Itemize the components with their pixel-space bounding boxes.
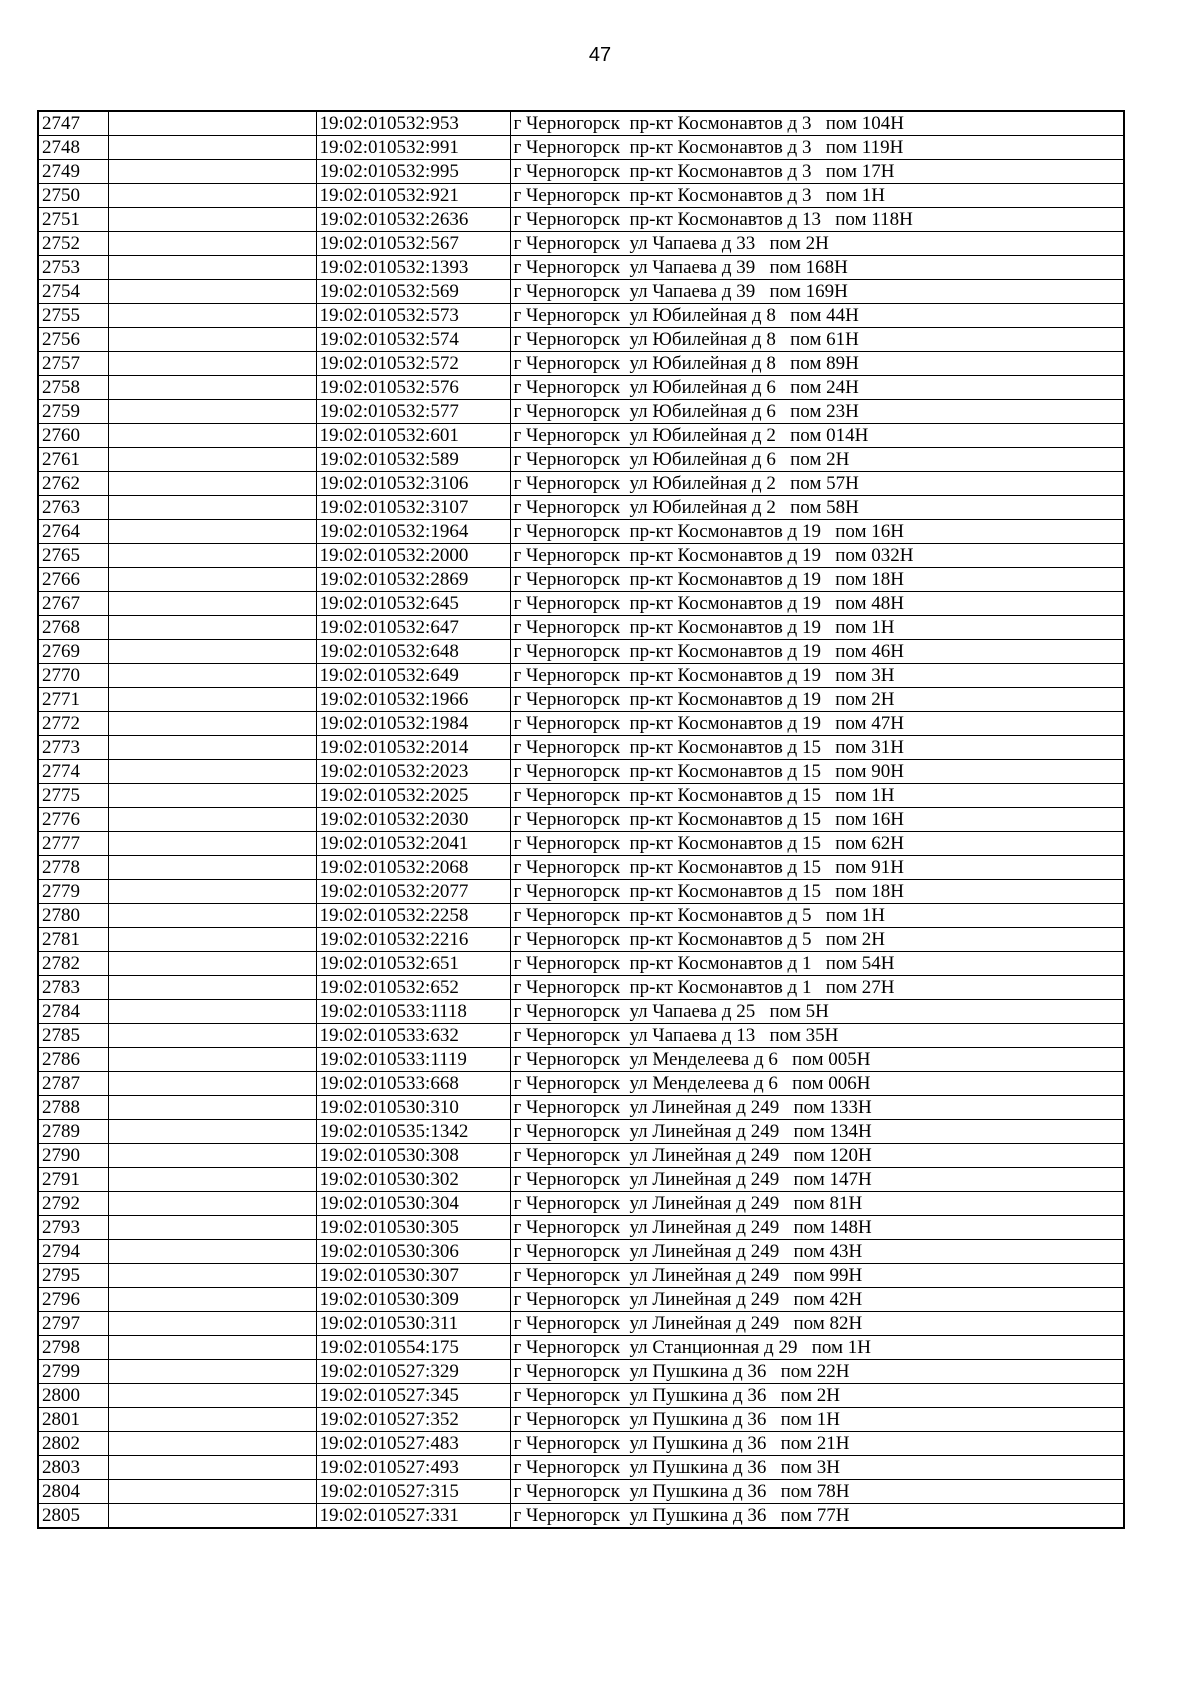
row-number-cell: 2784	[38, 1000, 108, 1024]
row-number-cell: 2771	[38, 688, 108, 712]
row-number-cell: 2770	[38, 664, 108, 688]
empty-cell	[108, 1408, 316, 1432]
row-number-cell: 2773	[38, 736, 108, 760]
table-row	[38, 1288, 1124, 1312]
address-cell: г Черногорск ул Чапаева д 13 пом 35Н	[510, 1024, 1124, 1048]
table-row	[38, 1144, 1124, 1168]
empty-cell	[108, 472, 316, 496]
cadastral-number-cell: 19:02:010532:1964	[316, 520, 510, 544]
empty-cell	[108, 640, 316, 664]
cadastral-number-cell: 19:02:010532:3106	[316, 472, 510, 496]
cadastral-number-cell: 19:02:010532:995	[316, 160, 510, 184]
row-number-cell: 2766	[38, 568, 108, 592]
row-number-cell: 2782	[38, 952, 108, 976]
address-cell: г Черногорск пр-кт Космонавтов д 1 пом 54Н	[510, 952, 1124, 976]
table-row	[38, 520, 1124, 544]
table-row	[38, 1024, 1124, 1048]
row-number-cell: 2750	[38, 184, 108, 208]
address-cell: г Черногорск ул Линейная д 249 пом 42Н	[510, 1288, 1124, 1312]
empty-cell	[108, 208, 316, 232]
row-number-cell: 2748	[38, 136, 108, 160]
empty-cell	[108, 1000, 316, 1024]
table-row	[38, 1048, 1124, 1072]
table-row	[38, 1456, 1124, 1480]
empty-cell	[108, 232, 316, 256]
table-row	[38, 1240, 1124, 1264]
empty-cell	[108, 1288, 316, 1312]
address-cell: г Черногорск пр-кт Космонавтов д 13 пом 118Н	[510, 208, 1124, 232]
table-row	[38, 448, 1124, 472]
table-row	[38, 784, 1124, 808]
address-cell: г Черногорск ул Пушкина д 36 пом 21Н	[510, 1432, 1124, 1456]
empty-cell	[108, 616, 316, 640]
row-number-cell: 2803	[38, 1456, 108, 1480]
address-cell: г Черногорск пр-кт Космонавтов д 15 пом 91Н	[510, 856, 1124, 880]
cadastral-number-cell: 19:02:010532:2636	[316, 208, 510, 232]
row-number-cell: 2796	[38, 1288, 108, 1312]
address-cell: г Черногорск пр-кт Космонавтов д 15 пом 16Н	[510, 808, 1124, 832]
address-cell: г Черногорск пр-кт Космонавтов д 19 пом 46Н	[510, 640, 1124, 664]
row-number-cell: 2794	[38, 1240, 108, 1264]
row-number-cell: 2764	[38, 520, 108, 544]
table-row	[38, 160, 1124, 184]
empty-cell	[108, 544, 316, 568]
empty-cell	[108, 448, 316, 472]
empty-cell	[108, 160, 316, 184]
empty-cell	[108, 1216, 316, 1240]
row-number-cell: 2761	[38, 448, 108, 472]
table-row	[38, 304, 1124, 328]
table-row	[38, 1408, 1124, 1432]
row-number-cell: 2772	[38, 712, 108, 736]
cadastral-number-cell: 19:02:010532:2258	[316, 904, 510, 928]
table-row	[38, 136, 1124, 160]
empty-cell	[108, 856, 316, 880]
address-cell: г Черногорск пр-кт Космонавтов д 15 пом 18Н	[510, 880, 1124, 904]
table-row	[38, 280, 1124, 304]
cadastral-number-cell: 19:02:010527:493	[316, 1456, 510, 1480]
address-cell: г Черногорск ул Юбилейная д 6 пом 24Н	[510, 376, 1124, 400]
empty-cell	[108, 1384, 316, 1408]
empty-cell	[108, 1432, 316, 1456]
address-cell: г Черногорск пр-кт Космонавтов д 1 пом 27Н	[510, 976, 1124, 1000]
table-row	[38, 856, 1124, 880]
address-cell: г Черногорск ул Пушкина д 36 пом 2Н	[510, 1384, 1124, 1408]
address-cell: г Черногорск пр-кт Космонавтов д 19 пом 48Н	[510, 592, 1124, 616]
table-row	[38, 976, 1124, 1000]
table-row	[38, 232, 1124, 256]
row-number-cell: 2778	[38, 856, 108, 880]
empty-cell	[108, 520, 316, 544]
table-row	[38, 808, 1124, 832]
table-row	[38, 1312, 1124, 1336]
table-row	[38, 256, 1124, 280]
empty-cell	[108, 256, 316, 280]
row-number-cell: 2754	[38, 280, 108, 304]
row-number-cell: 2799	[38, 1360, 108, 1384]
empty-cell	[108, 664, 316, 688]
table-row	[38, 664, 1124, 688]
table-row	[38, 1168, 1124, 1192]
cadastral-number-cell: 19:02:010532:921	[316, 184, 510, 208]
address-cell: г Черногорск пр-кт Космонавтов д 19 пом 16Н	[510, 520, 1124, 544]
empty-cell	[108, 736, 316, 760]
empty-cell	[108, 904, 316, 928]
cadastral-number-cell: 19:02:010533:1118	[316, 1000, 510, 1024]
empty-cell	[108, 496, 316, 520]
table-row	[38, 1096, 1124, 1120]
table-row	[38, 1000, 1124, 1024]
address-cell: г Черногорск пр-кт Космонавтов д 3 пом 17Н	[510, 160, 1124, 184]
empty-cell	[108, 1240, 316, 1264]
cadastral-number-cell: 19:02:010532:645	[316, 592, 510, 616]
address-cell: г Черногорск ул Юбилейная д 2 пом 57Н	[510, 472, 1124, 496]
row-number-cell: 2804	[38, 1480, 108, 1504]
table-row	[38, 400, 1124, 424]
cadastral-number-cell: 19:02:010532:589	[316, 448, 510, 472]
row-number-cell: 2747	[38, 111, 108, 136]
cadastral-number-cell: 19:02:010530:305	[316, 1216, 510, 1240]
address-cell: г Черногорск ул Линейная д 249 пом 148Н	[510, 1216, 1124, 1240]
row-number-cell: 2802	[38, 1432, 108, 1456]
cadastral-number-cell: 19:02:010530:308	[316, 1144, 510, 1168]
address-cell: г Черногорск пр-кт Космонавтов д 3 пом 119Н	[510, 136, 1124, 160]
cadastral-number-cell: 19:02:010527:483	[316, 1432, 510, 1456]
table-row	[38, 568, 1124, 592]
cadastral-number-cell: 19:02:010532:647	[316, 616, 510, 640]
row-number-cell: 2795	[38, 1264, 108, 1288]
cadastral-number-cell: 19:02:010532:2025	[316, 784, 510, 808]
row-number-cell: 2777	[38, 832, 108, 856]
cadastral-number-cell: 19:02:010532:573	[316, 304, 510, 328]
row-number-cell: 2752	[38, 232, 108, 256]
row-number-cell: 2789	[38, 1120, 108, 1144]
cadastral-number-cell: 19:02:010532:648	[316, 640, 510, 664]
cadastral-number-cell: 19:02:010532:1966	[316, 688, 510, 712]
empty-cell	[108, 400, 316, 424]
address-cell: г Черногорск ул Чапаева д 39 пом 169Н	[510, 280, 1124, 304]
table-row	[38, 1264, 1124, 1288]
table-row	[38, 424, 1124, 448]
address-cell: г Черногорск пр-кт Космонавтов д 19 пом 47Н	[510, 712, 1124, 736]
row-number-cell: 2753	[38, 256, 108, 280]
row-number-cell: 2774	[38, 760, 108, 784]
cadastral-number-cell: 19:02:010527:331	[316, 1504, 510, 1529]
empty-cell	[108, 1024, 316, 1048]
empty-cell	[108, 1480, 316, 1504]
row-number-cell: 2762	[38, 472, 108, 496]
address-cell: г Черногорск ул Линейная д 249 пом 81Н	[510, 1192, 1124, 1216]
cadastral-number-cell: 19:02:010530:306	[316, 1240, 510, 1264]
empty-cell	[108, 376, 316, 400]
cadastral-number-cell: 19:02:010533:632	[316, 1024, 510, 1048]
cadastral-number-cell: 19:02:010532:3107	[316, 496, 510, 520]
empty-cell	[108, 1096, 316, 1120]
address-cell: г Черногорск ул Станционная д 29 пом 1Н	[510, 1336, 1124, 1360]
row-number-cell: 2757	[38, 352, 108, 376]
address-cell: г Черногорск ул Пушкина д 36 пом 77Н	[510, 1504, 1124, 1529]
address-cell: г Черногорск пр-кт Космонавтов д 15 пом 62Н	[510, 832, 1124, 856]
empty-cell	[108, 1168, 316, 1192]
empty-cell	[108, 352, 316, 376]
row-number-cell: 2756	[38, 328, 108, 352]
table-row	[38, 1336, 1124, 1360]
address-cell: г Черногорск ул Линейная д 249 пом 120Н	[510, 1144, 1124, 1168]
row-number-cell: 2791	[38, 1168, 108, 1192]
row-number-cell: 2749	[38, 160, 108, 184]
cadastral-number-cell: 19:02:010532:1393	[316, 256, 510, 280]
address-cell: г Черногорск ул Линейная д 249 пом 147Н	[510, 1168, 1124, 1192]
address-cell: г Черногорск ул Чапаева д 33 пом 2Н	[510, 232, 1124, 256]
address-cell: г Черногорск пр-кт Космонавтов д 5 пом 2Н	[510, 928, 1124, 952]
cadastral-number-cell: 19:02:010527:329	[316, 1360, 510, 1384]
table-row	[38, 592, 1124, 616]
table-row	[38, 952, 1124, 976]
cadastral-number-cell: 19:02:010532:577	[316, 400, 510, 424]
cadastral-number-cell: 19:02:010532:567	[316, 232, 510, 256]
cadastral-number-cell: 19:02:010532:574	[316, 328, 510, 352]
empty-cell	[108, 688, 316, 712]
address-cell: г Черногорск ул Юбилейная д 8 пом 44Н	[510, 304, 1124, 328]
address-cell: г Черногорск ул Линейная д 249 пом 134Н	[510, 1120, 1124, 1144]
cadastral-number-cell: 19:02:010554:175	[316, 1336, 510, 1360]
cadastral-number-cell: 19:02:010533:668	[316, 1072, 510, 1096]
table-row	[38, 1072, 1124, 1096]
address-cell: г Черногорск пр-кт Космонавтов д 15 пом 31Н	[510, 736, 1124, 760]
empty-cell	[108, 328, 316, 352]
table-row	[38, 1480, 1124, 1504]
cadastral-number-cell: 19:02:010530:304	[316, 1192, 510, 1216]
empty-cell	[108, 568, 316, 592]
property-registry-table	[37, 110, 1125, 1529]
registry-body	[38, 111, 1124, 1528]
cadastral-number-cell: 19:02:010532:2041	[316, 832, 510, 856]
cadastral-number-cell: 19:02:010532:576	[316, 376, 510, 400]
empty-cell	[108, 1264, 316, 1288]
page-number: 47	[588, 44, 612, 66]
table-row	[38, 880, 1124, 904]
cadastral-number-cell: 19:02:010532:569	[316, 280, 510, 304]
table-row	[38, 496, 1124, 520]
address-cell: г Черногорск ул Юбилейная д 6 пом 2Н	[510, 448, 1124, 472]
table-row	[38, 328, 1124, 352]
cadastral-number-cell: 19:02:010527:315	[316, 1480, 510, 1504]
address-cell: г Черногорск пр-кт Космонавтов д 19 пом 3Н	[510, 664, 1124, 688]
cadastral-number-cell: 19:02:010532:649	[316, 664, 510, 688]
empty-cell	[108, 928, 316, 952]
row-number-cell: 2775	[38, 784, 108, 808]
empty-cell	[108, 1504, 316, 1529]
table-row	[38, 904, 1124, 928]
table-row	[38, 760, 1124, 784]
empty-cell	[108, 1192, 316, 1216]
row-number-cell: 2765	[38, 544, 108, 568]
address-cell: г Черногорск ул Менделеева д 6 пом 006Н	[510, 1072, 1124, 1096]
row-number-cell: 2792	[38, 1192, 108, 1216]
table-row	[38, 208, 1124, 232]
cadastral-number-cell: 19:02:010532:2014	[316, 736, 510, 760]
address-cell: г Черногорск пр-кт Космонавтов д 19 пом 032Н	[510, 544, 1124, 568]
empty-cell	[108, 1336, 316, 1360]
empty-cell	[108, 1144, 316, 1168]
row-number-cell: 2768	[38, 616, 108, 640]
cadastral-number-cell: 19:02:010532:991	[316, 136, 510, 160]
row-number-cell: 2801	[38, 1408, 108, 1432]
address-cell: г Черногорск пр-кт Космонавтов д 19 пом 18Н	[510, 568, 1124, 592]
address-cell: г Черногорск ул Юбилейная д 2 пом 014Н	[510, 424, 1124, 448]
cadastral-number-cell: 19:02:010532:601	[316, 424, 510, 448]
cadastral-number-cell: 19:02:010530:309	[316, 1288, 510, 1312]
empty-cell	[108, 424, 316, 448]
table-row	[38, 688, 1124, 712]
cadastral-number-cell: 19:02:010535:1342	[316, 1120, 510, 1144]
table-row	[38, 1504, 1124, 1529]
empty-cell	[108, 784, 316, 808]
address-cell: г Черногорск ул Пушкина д 36 пом 78Н	[510, 1480, 1124, 1504]
table-row	[38, 1192, 1124, 1216]
cadastral-number-cell: 19:02:010532:2000	[316, 544, 510, 568]
address-cell: г Черногорск ул Пушкина д 36 пом 3Н	[510, 1456, 1124, 1480]
empty-cell	[108, 808, 316, 832]
row-number-cell: 2767	[38, 592, 108, 616]
address-cell: г Черногорск пр-кт Космонавтов д 15 пом 1Н	[510, 784, 1124, 808]
address-cell: г Черногорск пр-кт Космонавтов д 19 пом 2Н	[510, 688, 1124, 712]
table-row	[38, 1432, 1124, 1456]
empty-cell	[108, 1360, 316, 1384]
cadastral-number-cell: 19:02:010532:953	[316, 111, 510, 136]
cadastral-number-cell: 19:02:010530:310	[316, 1096, 510, 1120]
row-number-cell: 2805	[38, 1504, 108, 1529]
address-cell: г Черногорск ул Юбилейная д 2 пом 58Н	[510, 496, 1124, 520]
empty-cell	[108, 1048, 316, 1072]
empty-cell	[108, 136, 316, 160]
empty-cell	[108, 712, 316, 736]
table-row	[38, 111, 1124, 136]
address-cell: г Черногорск ул Линейная д 249 пом 82Н	[510, 1312, 1124, 1336]
empty-cell	[108, 880, 316, 904]
address-cell: г Черногорск пр-кт Космонавтов д 3 пом 104Н	[510, 111, 1124, 136]
empty-cell	[108, 184, 316, 208]
row-number-cell: 2800	[38, 1384, 108, 1408]
cadastral-number-cell: 19:02:010530:311	[316, 1312, 510, 1336]
cadastral-number-cell: 19:02:010530:302	[316, 1168, 510, 1192]
row-number-cell: 2781	[38, 928, 108, 952]
empty-cell	[108, 280, 316, 304]
empty-cell	[108, 976, 316, 1000]
address-cell: г Черногорск пр-кт Космонавтов д 3 пом 1Н	[510, 184, 1124, 208]
empty-cell	[108, 1456, 316, 1480]
empty-cell	[108, 952, 316, 976]
table-row	[38, 616, 1124, 640]
table-row	[38, 352, 1124, 376]
address-cell: г Черногорск ул Линейная д 249 пом 43Н	[510, 1240, 1124, 1264]
table-row	[38, 640, 1124, 664]
table-row	[38, 928, 1124, 952]
address-cell: г Черногорск ул Юбилейная д 6 пом 23Н	[510, 400, 1124, 424]
row-number-cell: 2760	[38, 424, 108, 448]
row-number-cell: 2788	[38, 1096, 108, 1120]
empty-cell	[108, 832, 316, 856]
row-number-cell: 2755	[38, 304, 108, 328]
address-cell: г Черногорск ул Линейная д 249 пом 99Н	[510, 1264, 1124, 1288]
row-number-cell: 2790	[38, 1144, 108, 1168]
row-number-cell: 2759	[38, 400, 108, 424]
table-row	[38, 1384, 1124, 1408]
table-row	[38, 544, 1124, 568]
empty-cell	[108, 592, 316, 616]
table-row	[38, 1216, 1124, 1240]
row-number-cell: 2798	[38, 1336, 108, 1360]
row-number-cell: 2786	[38, 1048, 108, 1072]
row-number-cell: 2797	[38, 1312, 108, 1336]
table-row	[38, 712, 1124, 736]
row-number-cell: 2787	[38, 1072, 108, 1096]
cadastral-number-cell: 19:02:010532:651	[316, 952, 510, 976]
address-cell: г Черногорск ул Юбилейная д 8 пом 61Н	[510, 328, 1124, 352]
address-cell: г Черногорск пр-кт Космонавтов д 19 пом 1Н	[510, 616, 1124, 640]
empty-cell	[108, 304, 316, 328]
row-number-cell: 2758	[38, 376, 108, 400]
row-number-cell: 2785	[38, 1024, 108, 1048]
address-cell: г Черногорск ул Чапаева д 39 пом 168Н	[510, 256, 1124, 280]
table-row	[38, 472, 1124, 496]
empty-cell	[108, 1312, 316, 1336]
row-number-cell: 2793	[38, 1216, 108, 1240]
cadastral-number-cell: 19:02:010532:2077	[316, 880, 510, 904]
cadastral-number-cell: 19:02:010532:652	[316, 976, 510, 1000]
table-row	[38, 184, 1124, 208]
cadastral-number-cell: 19:02:010533:1119	[316, 1048, 510, 1072]
cadastral-number-cell: 19:02:010527:352	[316, 1408, 510, 1432]
address-cell: г Черногорск пр-кт Космонавтов д 15 пом 90Н	[510, 760, 1124, 784]
cadastral-number-cell: 19:02:010532:1984	[316, 712, 510, 736]
empty-cell	[108, 1072, 316, 1096]
cadastral-number-cell: 19:02:010532:572	[316, 352, 510, 376]
empty-cell	[108, 111, 316, 136]
row-number-cell: 2751	[38, 208, 108, 232]
table-row	[38, 1120, 1124, 1144]
address-cell: г Черногорск ул Пушкина д 36 пом 22Н	[510, 1360, 1124, 1384]
table-row	[38, 832, 1124, 856]
address-cell: г Черногорск ул Юбилейная д 8 пом 89Н	[510, 352, 1124, 376]
cadastral-number-cell: 19:02:010532:2869	[316, 568, 510, 592]
cadastral-number-cell: 19:02:010527:345	[316, 1384, 510, 1408]
row-number-cell: 2779	[38, 880, 108, 904]
table-row	[38, 376, 1124, 400]
row-number-cell: 2776	[38, 808, 108, 832]
address-cell: г Черногорск пр-кт Космонавтов д 5 пом 1Н	[510, 904, 1124, 928]
cadastral-number-cell: 19:02:010532:2023	[316, 760, 510, 784]
address-cell: г Черногорск ул Чапаева д 25 пом 5Н	[510, 1000, 1124, 1024]
empty-cell	[108, 760, 316, 784]
table-row	[38, 1360, 1124, 1384]
address-cell: г Черногорск ул Пушкина д 36 пом 1Н	[510, 1408, 1124, 1432]
cadastral-number-cell: 19:02:010532:2030	[316, 808, 510, 832]
cadastral-number-cell: 19:02:010532:2068	[316, 856, 510, 880]
cadastral-number-cell: 19:02:010532:2216	[316, 928, 510, 952]
row-number-cell: 2780	[38, 904, 108, 928]
row-number-cell: 2763	[38, 496, 108, 520]
cadastral-number-cell: 19:02:010530:307	[316, 1264, 510, 1288]
row-number-cell: 2769	[38, 640, 108, 664]
address-cell: г Черногорск ул Менделеева д 6 пом 005Н	[510, 1048, 1124, 1072]
table-row	[38, 736, 1124, 760]
empty-cell	[108, 1120, 316, 1144]
address-cell: г Черногорск ул Линейная д 249 пом 133Н	[510, 1096, 1124, 1120]
row-number-cell: 2783	[38, 976, 108, 1000]
